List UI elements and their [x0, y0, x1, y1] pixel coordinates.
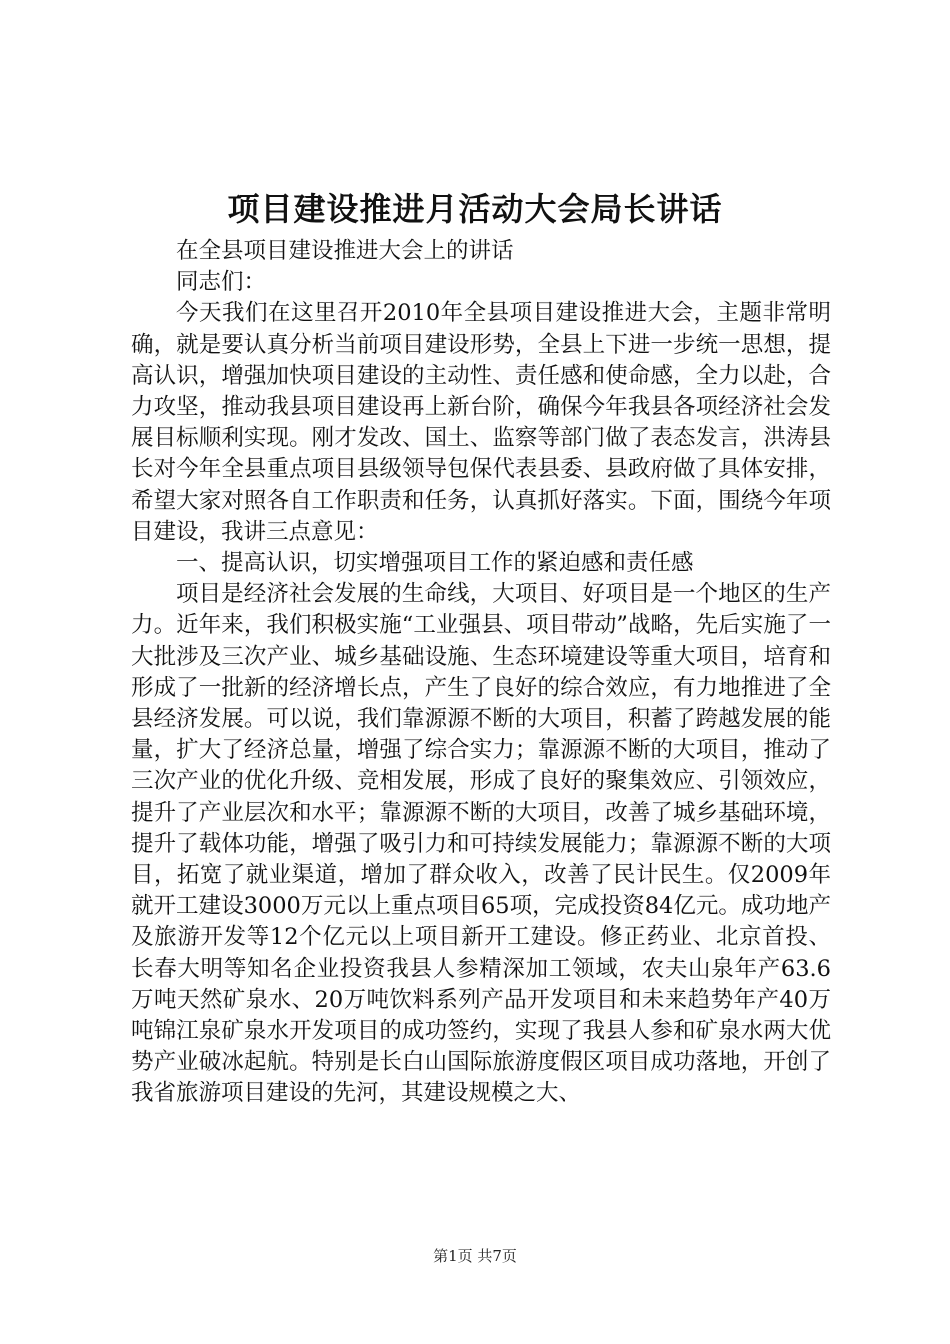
page-number-footer: 第1页 共7页	[433, 1247, 517, 1265]
speech-heading: 在全县项目建设推进大会上的讲话	[176, 238, 514, 264]
section-heading: 一、提高认识，切实增强项目工作的紧迫感和责任感	[176, 550, 694, 577]
body-paragraph: 今天我们在这里召开2010年全县项目建设推进大会，主题非常明确，就是要认真分析当前项目建设形势，全县上下进一步统一思想，提高认识，增强加快项目建设的主动性、责任感和使命感，全力以赴，合力攻坚，推动我县项目建设再上新台阶，确保今年我县各项经济社会发展目标顺利实现。刚才发改、国土、监察等部门做了表态发言，洪涛县长对今年全县重点项目县级领导包保代表县委、县政府做了具体安排，希望大家对照各自工作职责和任务，认真抓好落实。下面，围绕今年项目建设，我讲三点意见：	[131, 300, 831, 545]
document-title: 项目建设推进月活动大会局长讲话	[227, 190, 723, 228]
salutation: 同志们：	[176, 269, 267, 296]
body-paragraph: 项目是经济社会发展的生命线，大项目、好项目是一个地区的生产力。近年来，我们积极实施“工业强县、项目带动”战略，先后实施了一大批涉及三次产业、城乡基础设施、生态环境建设等重大项目，培育和形成了一批新的经济增长点，产生了良好的综合效应，有力地推进了全县经济发展。可以说，我们靠源源不断的大项目，积蓄了跨越发展的能量，扩大了经济总量，增强了综合实力；靠源源不断的大项目，推动了三次产业的优化升级、竞相发展，形成了良好的聚集效应、引领效应，提升了产业层次和水平；靠源源不断的大项目，改善了城乡基础环境，提升了载体功能，增强了吸引力和可持续发展能力；靠源源不断的大项目，拓宽了就业渠道，增加了群众收入，改善了民计民生。仅2009年就开工建设3000万元以上重点项目65项，完成投资84亿元。成功地产及旅游开发等12个亿元以上项目新开工建设。修正药业、北京首投、长春大明等知名企业投资我县人参精深加工领域，农夫山泉年产63.6万吨天然矿泉水、20万吨饮料系列产品开发项目和未来趋势年产40万吨锦江泉矿泉水开发项目的成功签约，实现了我县人参和矿泉水两大优势产业破冰起航。特别是长白山国际旅游度假区项目成功落地，开创了我省旅游项目建设的先河，其建设规模之大、	[131, 581, 831, 1107]
document-body	[131, 236, 831, 1110]
